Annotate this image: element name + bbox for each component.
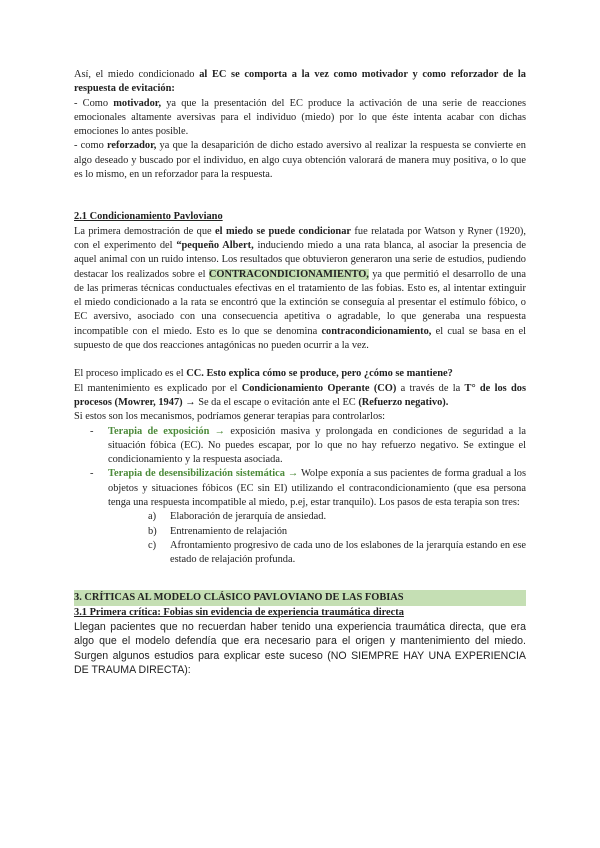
therapy-list <box>74 425 526 568</box>
text-run: induciendo miedo a una rata blanca, al asociar la presencia de aquel animal con un ruido intenso. Los resultados que obtuvieron generaron una serie de estudios, pudiendo destacar los realizados sobre el <box>74 239 526 280</box>
subheading-text: 3.1 Primera crítica: Fobias sin evidencia de experiencia traumática directa <box>74 606 404 618</box>
bold-run: CC. Esto explica cómo se produce, pero ¿cómo se mantiene? <box>186 368 453 380</box>
text-run: El mantenimiento es explicado por el <box>74 382 242 394</box>
text-run: ya que permitió el desarrollo de una de las primeras técnicas conductuales efectivas en el tratamiento de las fobias. Esto es, al intentar extinguir el miedo condicionado a la rata se encontró que la extinción se conseguía al presentar el estímulo fóbico, o EC aversivo, asociado con una consecuencia apetitiva o agradable, lo que generaba una respuesta incompatible con el miedo. Esto es lo que se denomina <box>74 268 526 337</box>
text-run: fue relatada por Watson y Ryner (1920), con el experimento del <box>74 225 526 251</box>
list-item <box>74 467 526 567</box>
arrow-icon: → <box>209 425 231 437</box>
process-question <box>74 367 526 381</box>
section-2-1-body <box>74 225 526 354</box>
bold-run: al EC se comporta a la vez como motivador y como reforzador de la respuesta de evitación: <box>74 69 527 95</box>
step-text: Elaboración de jerarquía de ansiedad. <box>170 511 327 523</box>
text-run: ya que la presentación del EC produce la activación de una serie de reacciones emocionales altamente aversivas para el individuo (miedo) por lo que éste intenta acabar con dichas emociones lo antes posible. <box>74 97 526 138</box>
steps-list <box>108 510 526 567</box>
list-item <box>74 425 526 468</box>
text-run: El proceso implicado es el <box>74 368 187 380</box>
text-run: Así, el miedo condicionado <box>74 69 200 80</box>
bold-run: motivador, <box>113 97 162 109</box>
section-3-title: 3. CRÍTICAS AL MODELO CLÁSICO PAVLOVIANO DE LAS FOBIAS <box>74 590 526 606</box>
text-run: el cual se basa en el supuesto de que dos reacciones antagónicas no pueden ocurrir a la vez. <box>74 325 526 352</box>
text-run: Si estos son los mecanismos, podríamos generar terapias para controlarlos: <box>74 411 386 423</box>
bold-run: reforzador, <box>106 140 157 152</box>
intro-paragraph <box>74 68 526 97</box>
step-label: b) <box>148 525 157 537</box>
bullet-dash: - <box>90 425 94 437</box>
process-therapies-intro <box>74 410 526 424</box>
therapy-name: Terapia de exposición <box>108 425 210 437</box>
text-run: ya que la desaparición de dicho estado aversivo al realizar la respuesta se convierte en algo deseado y buscado por el individuo, en algo cuya obtención valorará de manera muy positiva, o lo que es lo mismo, en un reforzador para la respuesta. <box>74 140 526 181</box>
step-text: Entrenamiento de relajación <box>170 525 288 537</box>
process-maintenance <box>74 382 526 411</box>
bold-run: el miedo se puede condicionar <box>215 225 352 237</box>
bold-run: “pequeño Albert, <box>176 239 254 251</box>
text-run: - como <box>74 140 107 152</box>
heading-text: 2.1 Condicionamiento Pavloviano <box>74 211 223 223</box>
list-item <box>108 525 526 539</box>
step-label: c) <box>148 539 157 551</box>
section-2-1-title <box>74 210 526 224</box>
highlighted-term: CONTRACONDICIONAMIENTO, <box>208 268 369 280</box>
list-item <box>108 510 526 524</box>
bullet-dash: - <box>90 468 94 480</box>
bold-run: contracondicionamiento, <box>321 325 432 337</box>
intro-motivator <box>74 97 526 140</box>
text-run: → Se da el escape o evitación ante el EC <box>182 396 359 408</box>
step-label: a) <box>148 511 157 523</box>
document-page <box>74 68 526 677</box>
list-item <box>108 539 526 568</box>
section-3-1-body: Llegan pacientes que no recuerdan haber tenido una experiencia traumática directa, que era algo que el modelo defendía que era necesario para el origen y mantenimiento del miedo. Surgen algunos estudios para explicar este suceso (NO SIEMPRE HAY UNA EXPERIENCIA DE TRAUMA DIRECTA): <box>74 621 526 676</box>
intro-reinforcer <box>74 139 526 182</box>
section-3-1-subtitle <box>74 606 526 620</box>
text-run: La primera demostración de que <box>74 225 216 237</box>
arrow-icon: → <box>284 468 301 480</box>
therapy-name: Terapia de desensibilización sistemática <box>108 468 285 480</box>
therapy-description: Wolpe exponía a sus pacientes de forma gradual a los objetos y situaciones fóbicos (EC sin EI) utilizando el contracondicionamiento (que esa persona tenga una respuesta incompatible al miedo, p.ej, estar tranquilo). Los pasos de esta terapia son tres: <box>108 468 526 509</box>
text-run: a través de la <box>396 382 465 394</box>
bold-run: T° de los dos procesos (Mowrer, 1947) <box>74 382 527 408</box>
text-run: - Como <box>74 97 114 109</box>
step-text: Afrontamiento progresivo de cada uno de los eslabones de la jerarquía estando en ese estado de relajación profunda. <box>170 539 526 566</box>
therapy-description: exposición masiva y prolongada en condiciones de seguridad a la situación fóbica (EC). No puedes escapar, por lo que no hay refuerzo negativo. Se extingue el condicionamiento y la respuesta asociada. <box>108 425 526 466</box>
bold-run: (Refuerzo negativo). <box>358 396 449 408</box>
bold-run: Condicionamiento Operante (CO) <box>241 382 397 394</box>
